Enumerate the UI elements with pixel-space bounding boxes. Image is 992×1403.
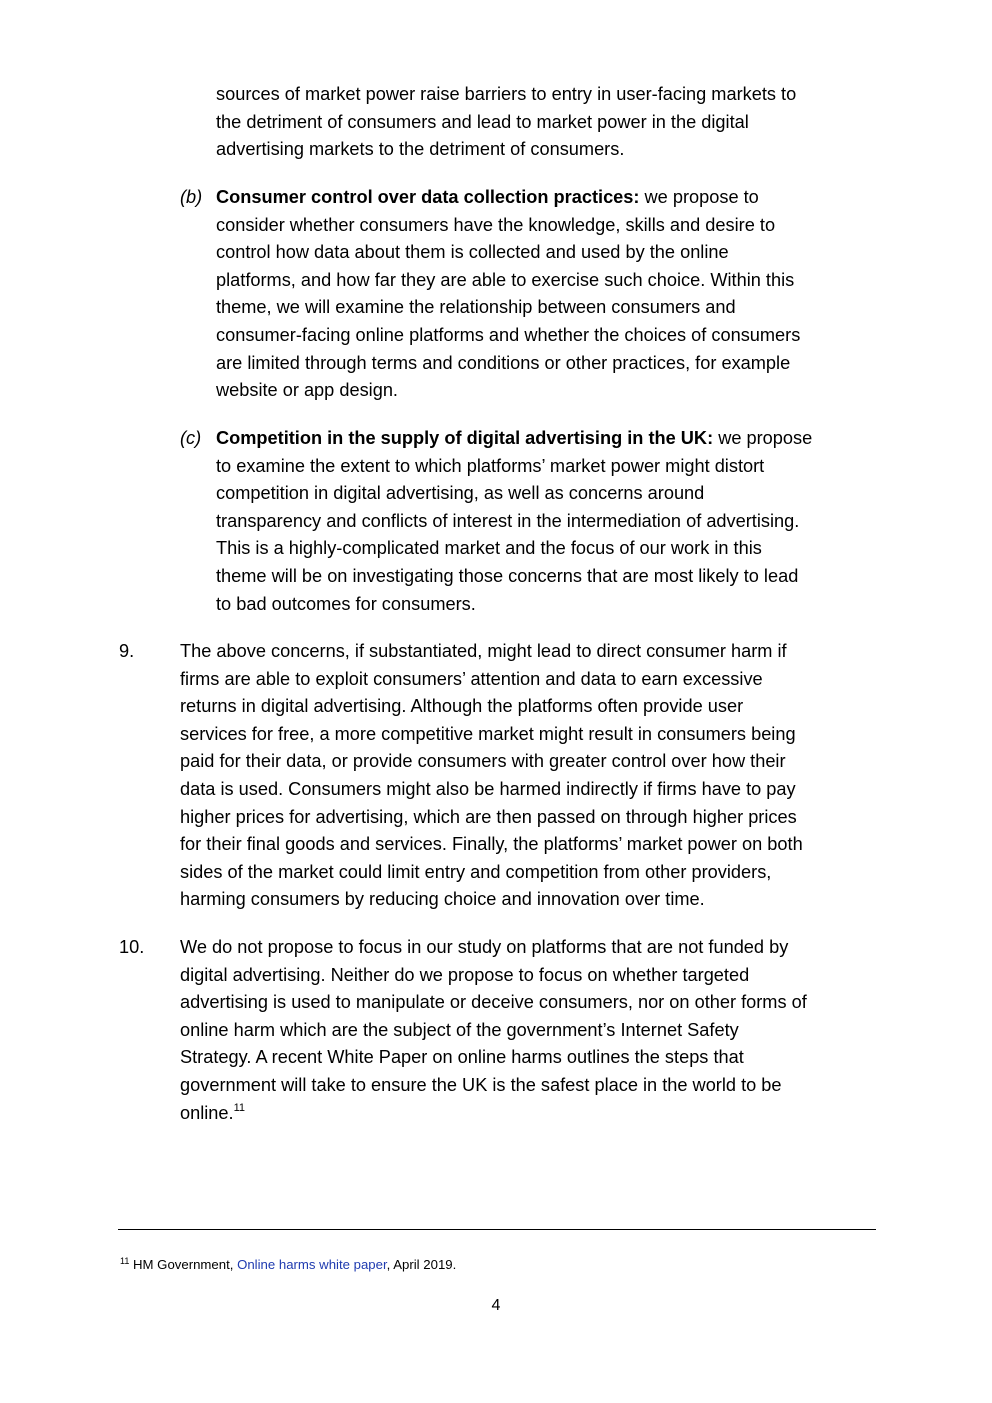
text-line: theme will be on investigating those concerns that are most likely to lead: [216, 565, 799, 586]
item-b-marker: (b): [180, 187, 203, 207]
footnote-reference[interactable]: 11: [233, 1101, 246, 1114]
text-line: online harm which are the subject of the government’s Internet Safety: [180, 1019, 739, 1040]
text-line: digital advertising. Neither do we propose to focus on whether targeted: [180, 964, 750, 985]
text-line: government will take to ensure the UK is the safest place in the world to be: [180, 1074, 782, 1095]
text-line: [216, 425, 812, 453]
para-10-number: 10.: [119, 937, 145, 957]
text-line: are limited through terms and conditions or other practices, for example: [216, 352, 791, 373]
text-line: control how data about them is collected and used by the online: [216, 242, 729, 263]
text-line: paid for their data, or provide consumers with greater control over how their: [180, 751, 786, 772]
item-c-first-rest: we propose: [713, 428, 813, 448]
para-9-number: 9.: [119, 641, 135, 661]
text-line: This is a highly-complicated market and the focus of our work in this: [216, 538, 762, 559]
footnote: [120, 1252, 456, 1274]
item-c-body: [216, 425, 812, 618]
footnote-post: , April 2019.: [386, 1257, 457, 1272]
text-line: [180, 1100, 807, 1128]
text-line: theme, we will examine the relationship between consumers and: [216, 297, 736, 318]
text-line: higher prices for advertising, which are then passed on through higher prices: [180, 806, 797, 827]
text-line: We do not propose to focus in our study on platforms that are not funded by: [180, 937, 789, 957]
para-10-last-line: online.: [180, 1102, 234, 1123]
text-line: to examine the extent to which platforms’ market power might distort: [216, 455, 765, 476]
item-c-marker: (c): [180, 428, 202, 448]
item-b-body: [216, 184, 800, 405]
text-line: data is used. Consumers might also be harmed indirectly if firms have to pay: [180, 778, 796, 799]
footnote-pre: HM Government,: [129, 1257, 238, 1272]
para-10-body: [180, 934, 807, 1127]
text-line: harming consumers by reducing choice and innovation over time.: [180, 889, 705, 910]
text-line: firms are able to exploit consumers’ attention and data to earn excessive: [180, 668, 763, 689]
text-line: sources of market power raise barriers to entry in user-facing markets to: [216, 84, 797, 104]
text-line: for their final goods and services. Finally, the platforms’ market power on both: [180, 834, 803, 855]
footnote-divider: [118, 1229, 876, 1230]
text-line: transparency and conflicts of interest in the intermediation of advertising.: [216, 510, 800, 531]
footnote-number: 11: [120, 1256, 130, 1266]
item-b-first-rest: we propose to: [639, 187, 759, 207]
text-line: advertising is used to manipulate or deceive consumers, nor on other forms of: [180, 992, 807, 1013]
text-line: [216, 184, 800, 212]
text-line: sides of the market could limit entry and competition from other providers,: [180, 861, 772, 882]
text-line: returns in digital advertising. Although the platforms often provide user: [180, 696, 744, 717]
text-line: advertising markets to the detriment of consumers.: [216, 139, 625, 160]
text-line: services for free, a more competitive market might result in consumers being: [180, 723, 796, 744]
text-line: The above concerns, if substantiated, might lead to direct consumer harm if: [180, 641, 787, 661]
footnote-link[interactable]: Online harms white paper: [237, 1257, 387, 1272]
text-line: Strategy. A recent White Paper on online harms outlines the steps that: [180, 1047, 744, 1068]
text-line: consumer-facing online platforms and whether the choices of consumers: [216, 324, 801, 345]
text-line: competition in digital advertising, as well as concerns around: [216, 483, 705, 504]
text-line: platforms, and how far they are able to exercise such choice. Within this: [216, 269, 795, 290]
text-line: the detriment of consumers and lead to market power in the digital: [216, 111, 749, 132]
text-line: website or app design.: [216, 380, 398, 401]
text-line: to bad outcomes for consumers.: [216, 593, 476, 614]
page-number: 4: [491, 1297, 501, 1314]
para-9-body: [180, 638, 803, 914]
item-c-heading: Competition in the supply of digital advertising in the UK:: [216, 428, 714, 448]
item-b-heading: Consumer control over data collection practices:: [216, 187, 640, 207]
para-a-continuation: [216, 81, 796, 164]
text-line: consider whether consumers have the knowledge, skills and desire to: [216, 214, 776, 235]
